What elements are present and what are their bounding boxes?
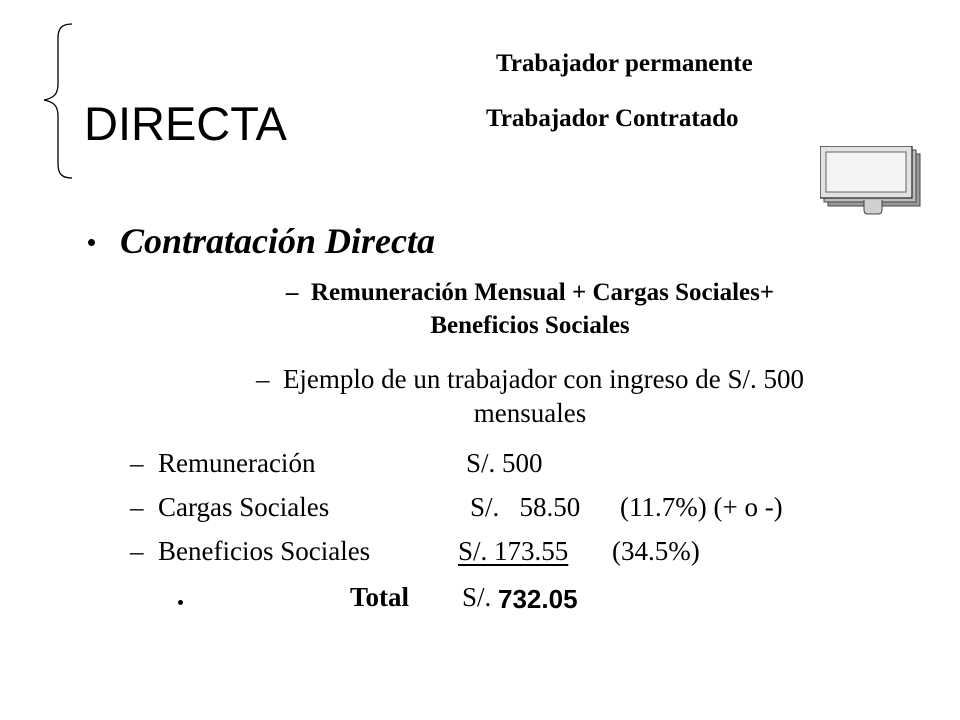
row-label-cargas: Cargas Sociales (158, 492, 330, 522)
formula-line-1 (150, 279, 910, 307)
total-bullet (178, 600, 183, 605)
total-amount: 732.05 (498, 584, 578, 614)
row-dash: – (130, 492, 144, 522)
formula-text-1: Remuneración Mensual + Cargas Sociales+ (310, 279, 775, 306)
section-heading: Contratación Directa (120, 221, 436, 261)
left-brace-icon (28, 22, 78, 182)
row-value-cargas: S/. 58.50 (470, 492, 581, 522)
example-line-2: mensuales (473, 398, 587, 428)
formula-line-2: Beneficios Sociales (430, 312, 630, 339)
brace-item-permanente: Trabajador permanente (496, 50, 753, 77)
example-dash: – (255, 364, 270, 394)
row-note-cargas: (11.7%) (+ o -) (620, 492, 783, 522)
row-dash: – (130, 536, 144, 566)
brace-item-contratado: Trabajador Contratado (486, 105, 739, 132)
row-dash: – (130, 448, 144, 478)
example-line-1 (150, 364, 910, 395)
row-label-remuneracion: Remuneración (158, 448, 316, 478)
document-stack-icon[interactable] (820, 146, 924, 218)
row-note-beneficios: (34.5%) (612, 536, 700, 566)
total-label: Total (350, 582, 410, 612)
total-currency: S/. (462, 582, 492, 612)
page-title: DIRECTA (84, 97, 287, 150)
formula-dash: – (285, 279, 299, 306)
row-label-beneficios: Beneficios Sociales (158, 536, 371, 566)
row-value-beneficios: S/. 173.55 (458, 536, 569, 566)
heading-bullet (88, 239, 95, 246)
row-value-remuneracion: S/. 500 (466, 448, 543, 478)
example-text-1: Ejemplo de un trabajador con ingreso de S/. 500 (282, 364, 805, 394)
